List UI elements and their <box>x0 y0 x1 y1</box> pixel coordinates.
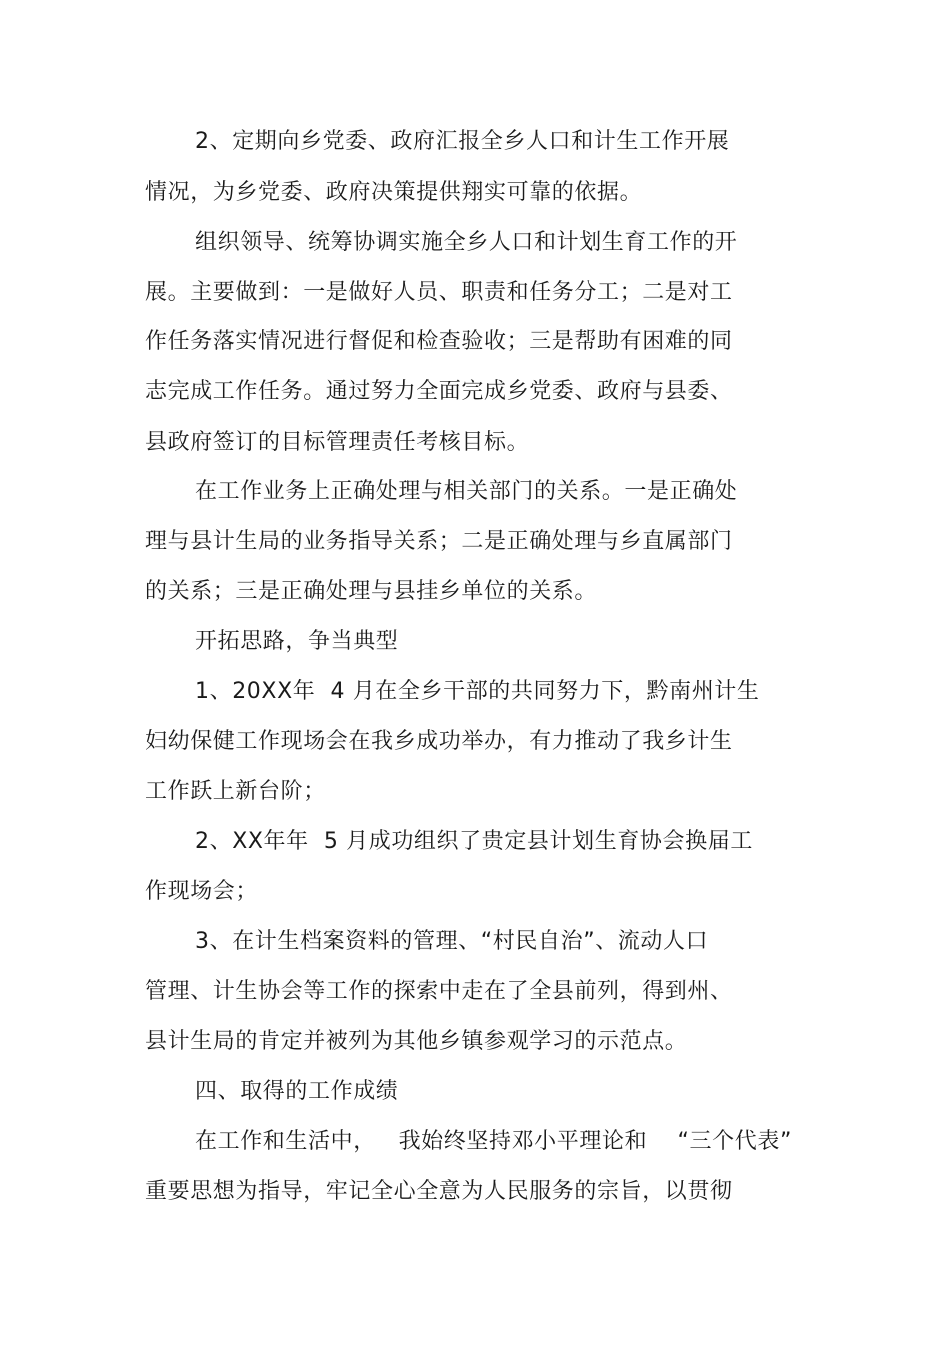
text-line-19: 县计生局的肯定并被列为其他乡镇参观学习的示范点。 <box>145 1029 688 1054</box>
text-line-12: 1、20XX年 4 月在全乡干部的共同努力下，黔南州计生 <box>195 679 760 704</box>
text-line-1: 2、定期向乡党委、政府汇报全乡人口和计生工作开展 <box>195 129 730 154</box>
text-line-2: 情况，为乡党委、政府决策提供翔实可靠的依据。 <box>145 180 643 205</box>
text-line-4: 展。主要做到：一是做好人员、职责和任务分工；二是对工 <box>145 280 733 305</box>
text-line-11: 开拓思路，争当典型 <box>195 629 399 654</box>
text-line-20: 四、取得的工作成绩 <box>195 1079 399 1104</box>
text-line-17: 3、在计生档案资料的管理、“村民自治”、流动人口 <box>195 929 709 954</box>
text-line-18: 管理、计生协会等工作的探索中走在了全县前列，得到州、 <box>145 979 733 1004</box>
text-line-5: 作任务落实情况进行督促和检查验收；三是帮助有困难的同 <box>145 329 733 354</box>
text-line-7: 县政府签订的目标管理责任考核目标。 <box>145 430 530 455</box>
text-line-8: 在工作业务上正确处理与相关部门的关系。一是正确处 <box>195 479 738 504</box>
text-line-22: 重要思想为指导，牢记全心全意为人民服务的宗旨，以贯彻 <box>145 1179 733 1204</box>
text-line-14: 工作跃上新台阶； <box>145 779 326 804</box>
text-line-16: 作现场会； <box>145 879 259 904</box>
text-line-10: 的关系；三是正确处理与县挂乡单位的关系。 <box>145 579 598 604</box>
text-line-9: 理与县计生局的业务指导关系；二是正确处理与乡直属部门 <box>145 529 733 554</box>
text-line-6: 志完成工作任务。通过努力全面完成乡党委、政府与县委、 <box>145 379 733 404</box>
text-line-3: 组织领导、统筹协调实施全乡人口和计划生育工作的开 <box>195 230 738 255</box>
text-line-21: 在工作和生活中， 我始终坚持邓小平理论和 “三个代表” <box>195 1129 792 1154</box>
text-line-13: 妇幼保健工作现场会在我乡成功举办，有力推动了我乡计生 <box>145 729 733 754</box>
text-line-15: 2、XX年年 5 月成功组织了贵定县计划生育协会换届工 <box>195 829 753 854</box>
